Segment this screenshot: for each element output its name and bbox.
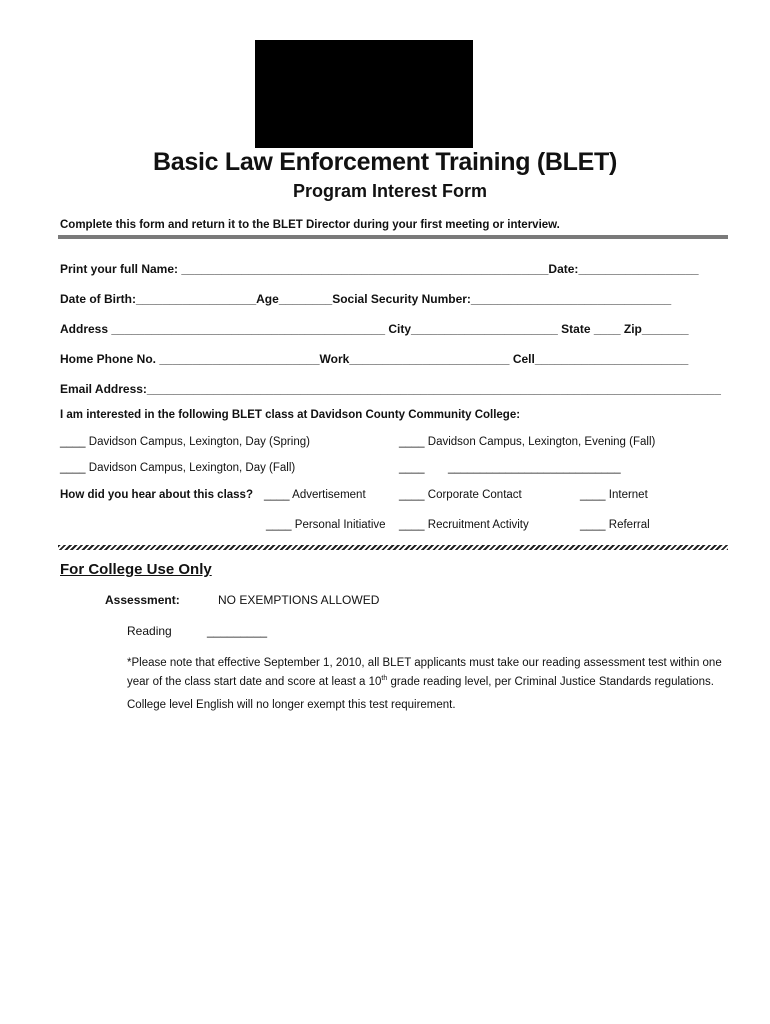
class-option-other-check[interactable]: ____ <box>399 462 425 474</box>
name-row <box>60 262 699 276</box>
note-text-end: grade reading level, per Criminal Justice Standards regulations. <box>387 675 714 688</box>
college-use-heading: For College Use Only <box>60 561 212 578</box>
zip-label: Zip <box>623 322 642 336</box>
home-phone-label: Home Phone No. <box>60 352 160 366</box>
email-field[interactable]: ______________________________________________________________________________________ <box>146 382 721 396</box>
reading-field[interactable]: _________ <box>207 624 268 638</box>
form-instructions: Complete this form and return it to the BLET Director during your first meeting or interview. <box>60 219 560 231</box>
name-label: Print your full Name: <box>60 262 182 276</box>
note-text-start: *Please note that effective September 1, 2010, all BLET applicants must take our reading assessment test within one year of the class start date and score at least a 10 <box>127 657 722 688</box>
hear-option-advertisement[interactable]: ____ Advertisement <box>264 489 366 501</box>
hear-option-internet[interactable]: ____ Internet <box>580 489 648 501</box>
interest-prompt: I am interested in the following BLET class at Davidson County Community College: <box>60 409 521 421</box>
name-field[interactable]: _______________________________________________________ <box>181 262 549 276</box>
hear-option-corporate-contact[interactable]: ____ Corporate Contact <box>399 489 522 501</box>
city-label: City <box>388 322 411 336</box>
form-title: Basic Law Enforcement Training (BLET) <box>153 148 617 176</box>
email-row <box>60 382 721 396</box>
reading-requirement-note <box>127 655 727 690</box>
header-divider <box>58 235 728 239</box>
age-field[interactable]: ________ <box>278 292 333 306</box>
dob-field[interactable]: __________________ <box>136 292 257 306</box>
address-field[interactable]: _________________________________________ <box>111 322 389 336</box>
address-label: Address <box>60 322 112 336</box>
hear-option-referral[interactable]: ____ Referral <box>580 519 650 531</box>
dob-label: Date of Birth: <box>60 292 136 306</box>
state-label: State <box>561 322 594 336</box>
class-option-day-fall[interactable]: ____ Davidson Campus, Lexington, Day (Fall) <box>60 462 296 474</box>
ssn-field[interactable]: ______________________________ <box>470 292 672 306</box>
cell-phone-label: Cell <box>512 352 535 366</box>
hear-prompt: How did you hear about this class? <box>60 489 253 501</box>
age-label: Age <box>256 292 279 306</box>
cell-phone-field[interactable]: _______________________ <box>534 352 689 366</box>
reading-label: Reading <box>127 624 172 638</box>
assessment-value: NO EXEMPTIONS ALLOWED <box>218 593 380 607</box>
section-divider <box>58 545 728 550</box>
state-field[interactable]: ____ <box>593 322 624 336</box>
class-option-other-field[interactable]: ___________________________ <box>448 462 621 474</box>
class-option-evening-fall[interactable]: ____ Davidson Campus, Lexington, Evening (Fall) <box>399 436 656 448</box>
date-field[interactable]: __________________ <box>578 262 699 276</box>
hear-option-personal-initiative[interactable]: ____ Personal Initiative <box>266 519 386 531</box>
assessment-label: Assessment: <box>105 593 180 607</box>
email-label: Email Address: <box>60 382 147 396</box>
redacted-logo-block <box>255 40 473 148</box>
phone-row <box>60 352 688 366</box>
work-phone-label: Work <box>319 352 350 366</box>
work-phone-field[interactable]: ________________________ <box>349 352 513 366</box>
hear-option-recruitment-activity[interactable]: ____ Recruitment Activity <box>399 519 529 531</box>
dob-row <box>60 292 671 306</box>
city-field[interactable]: ______________________ <box>411 322 562 336</box>
note-superscript: th <box>381 675 388 682</box>
english-exemption-note: College level English will no longer exempt this test requirement. <box>127 699 456 711</box>
class-option-day-spring[interactable]: ____ Davidson Campus, Lexington, Day (Spring) <box>60 436 310 448</box>
address-row <box>60 322 689 336</box>
ssn-label: Social Security Number: <box>332 292 471 306</box>
home-phone-field[interactable]: ________________________ <box>159 352 320 366</box>
zip-field[interactable]: _______ <box>641 322 689 336</box>
date-label: Date: <box>548 262 579 276</box>
form-subtitle: Program Interest Form <box>292 181 488 201</box>
